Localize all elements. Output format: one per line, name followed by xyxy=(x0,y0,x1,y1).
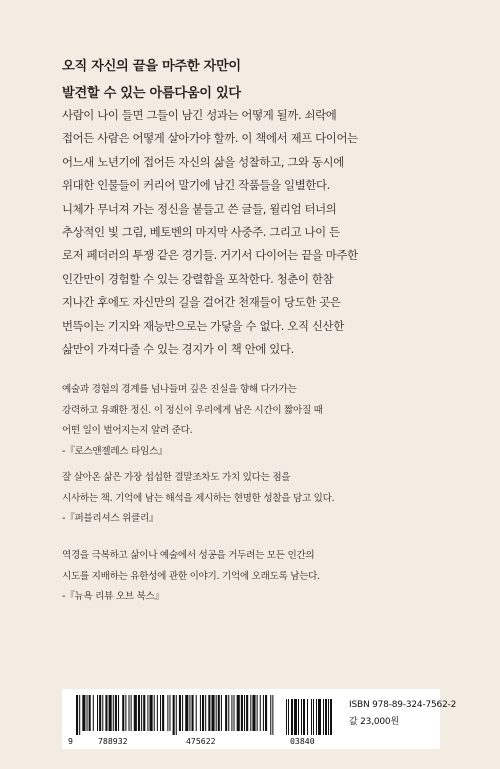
barcode-addon-bar xyxy=(330,699,332,735)
barcode-bar xyxy=(185,695,188,731)
barcode-bar xyxy=(211,695,214,731)
quote-source: -『퍼블리셔스 위클리』 xyxy=(62,513,159,524)
barcode-bar xyxy=(143,695,145,731)
body-line: 삶만이 가져다줄 수 있는 경지가 이 책 안에 있다. xyxy=(62,342,294,357)
barcode-bar xyxy=(189,695,190,731)
barcode-addon-bar xyxy=(286,699,287,735)
headline xyxy=(62,53,442,107)
isbn-text: ISBN 978-89-324-7562-2 xyxy=(349,700,457,710)
body-line: 니체가 무너져 가는 정신을 붙들고 쓴 글들, 윌리엄 터너의 xyxy=(62,201,337,216)
barcode-digit-group-right: 475622 xyxy=(186,736,216,746)
barcode-bar xyxy=(134,695,137,731)
barcode-bar xyxy=(160,695,161,731)
barcode-bar xyxy=(173,695,175,735)
barcode-bar xyxy=(162,695,164,731)
barcode-addon-bar xyxy=(318,699,321,735)
barcode-bar xyxy=(218,695,220,731)
barcode-addon-bar xyxy=(316,699,317,735)
barcode-bar xyxy=(200,695,201,731)
barcode-bar xyxy=(118,695,119,731)
barcode-bar xyxy=(231,695,232,731)
barcode-digit-addon: 03840 xyxy=(290,736,315,746)
barcode-addon-bar xyxy=(294,699,297,735)
barcode-bar xyxy=(115,695,117,731)
barcode-bar xyxy=(260,695,261,731)
barcode-addon-bar xyxy=(325,699,327,735)
barcode-bar xyxy=(272,695,273,735)
barcode-bar xyxy=(129,695,130,731)
barcode-bar xyxy=(202,695,204,731)
quote-line: 역경을 극복하고 삶이나 예술에서 성공을 거두려는 모든 인간의 xyxy=(62,550,315,561)
barcode-bar xyxy=(167,695,168,731)
barcode-bar xyxy=(131,695,132,731)
barcode-bar xyxy=(82,695,85,731)
body-line: 어느새 노년기에 접어든 자신의 삶을 성찰하고, 그와 동시에 xyxy=(62,154,344,169)
review-quote xyxy=(62,546,452,608)
barcode-bar xyxy=(105,695,107,731)
barcode-bar xyxy=(263,695,264,731)
barcode-bar xyxy=(122,695,124,731)
barcode-bar xyxy=(225,695,227,731)
review-quote xyxy=(62,468,452,530)
barcode-bar xyxy=(176,695,177,735)
barcode-addon-bar xyxy=(303,699,305,735)
barcode-bar xyxy=(237,695,240,731)
quote-line: 어떤 일이 벌어지는지 알려 준다. xyxy=(62,425,193,436)
quote-line: 예술과 경험의 경계를 넘나들며 깊은 진실을 향해 다가가는 xyxy=(62,384,297,395)
barcode-addon-bar xyxy=(291,699,293,735)
body-line: 인간만이 경험할 수 있는 강렬함을 포착한다. 청춘이 한참 xyxy=(62,271,334,286)
barcode-bar xyxy=(179,695,181,731)
barcode-bar xyxy=(228,695,229,731)
headline-line-2: 발견할 수 있는 아름다움이 있다 xyxy=(62,86,241,101)
body-line: 번뜩이는 기지와 재능만으로는 가닿을 수 없다. 오직 신산한 xyxy=(62,318,344,333)
review-quote xyxy=(62,380,452,462)
barcode-bar xyxy=(208,695,210,731)
barcode-digit-group-left: 788932 xyxy=(98,736,128,746)
quote-line: 강력하고 유쾌한 정신. 이 정신이 우리에게 남은 시간이 짧아질 때 xyxy=(62,404,323,416)
barcode-bar xyxy=(150,695,153,731)
barcode-bar xyxy=(250,695,251,731)
body-line: 추상적인 빛 그림, 베토벤의 마지막 사중주. 그리고 나이 든 xyxy=(62,225,340,240)
barcode-bar xyxy=(154,695,155,731)
barcode-bar xyxy=(138,695,140,731)
barcode-bar xyxy=(221,695,222,731)
barcode-bar xyxy=(270,695,271,735)
barcode-bar xyxy=(147,695,148,731)
price-text: 값 23,000원 xyxy=(349,717,399,727)
barcode-bar xyxy=(216,695,217,731)
barcode-bar xyxy=(182,695,183,731)
quote-line: 시사하는 책. 기억에 남는 해석을 제시하는 현명한 성찰을 담고 있다. xyxy=(62,492,335,504)
barcode-bar xyxy=(125,695,126,731)
barcode-bar xyxy=(257,695,258,731)
barcode-bar xyxy=(192,695,194,731)
quote-source: -『로스앤젤레스 타임스』 xyxy=(62,445,168,457)
barcode-bar xyxy=(141,695,142,731)
body-line: 사람이 나이 들면 그들이 남긴 성과는 어떻게 될까. 쇠락에 xyxy=(62,108,337,122)
body-line: 접어든 사람은 어떻게 살아가야 할까. 이 책에서 제프 다이어는 xyxy=(62,131,358,146)
barcode-addon-bar xyxy=(311,699,312,735)
barcode-bar xyxy=(246,695,248,731)
barcode-addon-bar xyxy=(288,699,289,735)
barcode-addon-bar xyxy=(313,699,314,735)
barcode-bar xyxy=(169,695,170,731)
barcode-bar xyxy=(89,695,91,731)
barcode-addon-bar xyxy=(301,699,302,735)
barcode-bars xyxy=(74,695,334,735)
quote-line: 잘 살아온 삶은 가장 섭섭한 결말조차도 가치 있다는 점을 xyxy=(62,472,291,483)
barcode-bar xyxy=(87,695,88,731)
barcode-bar xyxy=(102,695,103,731)
body-paragraph xyxy=(62,104,452,361)
barcode-digits xyxy=(68,736,338,748)
barcode-bar xyxy=(76,695,78,735)
barcode-bar xyxy=(234,695,235,731)
barcode-addon-bar xyxy=(328,699,329,735)
barcode-bar xyxy=(196,695,197,731)
barcode-bar xyxy=(157,695,158,731)
body-line: 위대한 인물들이 커리어 말기에 남긴 작품들을 일별한다. xyxy=(62,178,330,193)
barcode-bar xyxy=(79,695,80,735)
body-line: 지나간 후에도 자신만의 길을 걸어간 천재들이 당도한 곳은 xyxy=(62,295,341,310)
barcode-bar xyxy=(265,695,267,731)
barcode-addon-bar xyxy=(307,699,308,735)
barcode-bar xyxy=(113,695,114,731)
barcode-digit-prefix: 9 xyxy=(68,736,73,746)
barcode-bar xyxy=(99,695,101,731)
barcode-bar xyxy=(241,695,243,731)
quote-source: -『뉴욕 리뷰 오브 북스』 xyxy=(62,591,164,602)
barcode-bar xyxy=(205,695,206,731)
barcode-bar xyxy=(244,695,245,731)
barcode-bar xyxy=(97,695,98,731)
barcode-addon-bar xyxy=(298,699,299,735)
barcode-addon-bar xyxy=(323,699,324,735)
barcode-bar xyxy=(93,695,94,731)
body-line: 로저 페더러의 투쟁 같은 경기들. 거기서 다이어는 끝을 마주한 xyxy=(62,248,358,263)
barcode-label xyxy=(62,689,457,749)
barcode-bar xyxy=(252,695,255,731)
headline-line-1: 오직 자신의 끝을 마주한 자만이 xyxy=(62,59,241,74)
barcode-bar xyxy=(109,695,112,731)
quote-line: 시도를 지배하는 유한성에 관한 이야기. 기억에 오래도록 남는다. xyxy=(62,570,320,582)
